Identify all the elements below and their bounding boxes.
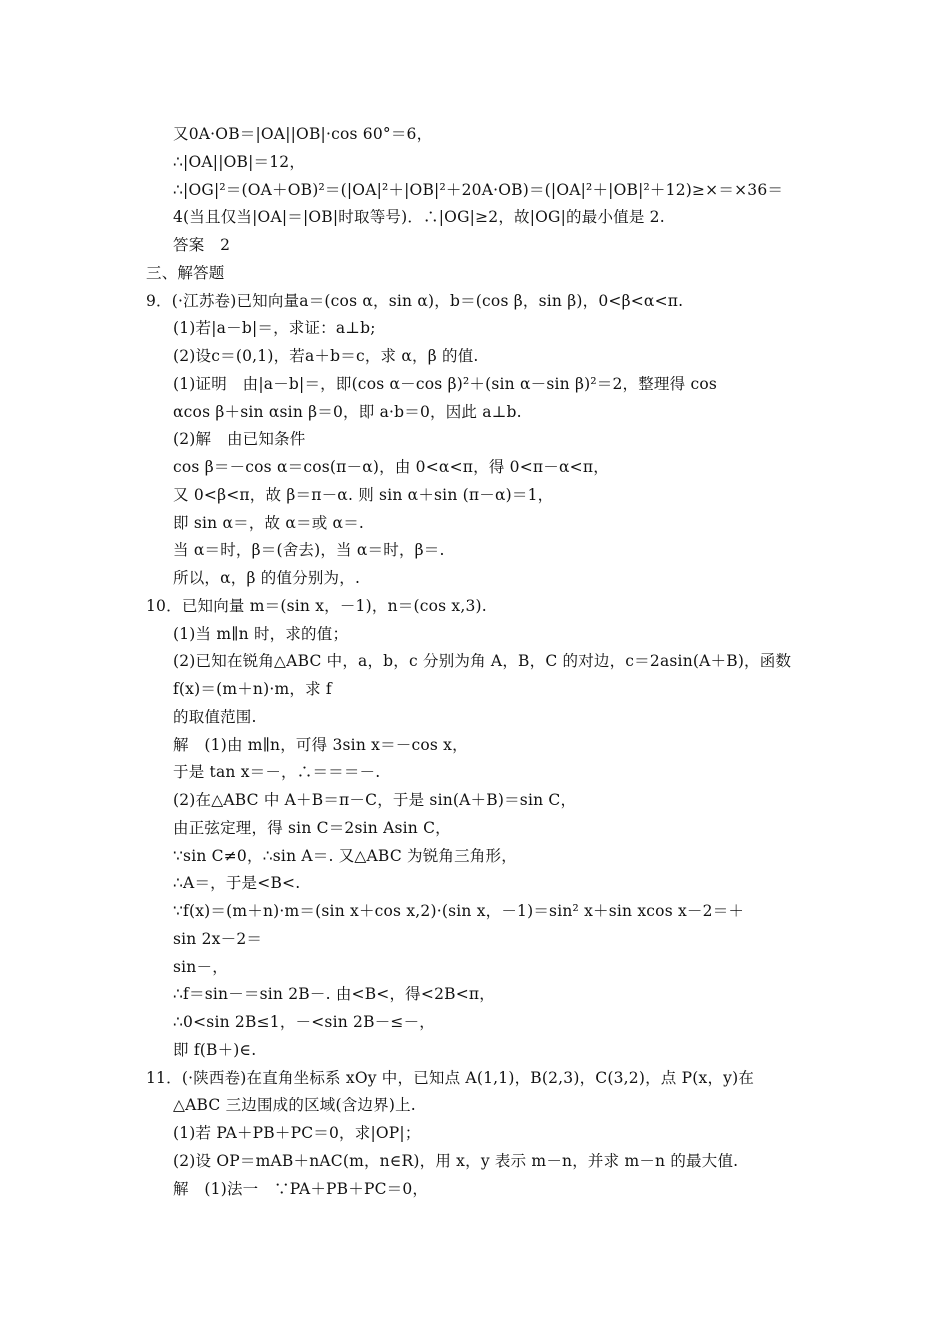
text-line: 即 sin α＝，故 α＝或 α＝.	[173, 514, 365, 532]
text-line: 当 α＝时，β＝(舍去)，当 α＝时，β＝.	[173, 541, 445, 559]
text-line: sin 2x－2＝	[173, 930, 263, 948]
text-line: (1)若|a－b|＝，求证：a⊥b;	[173, 319, 376, 337]
text-line: 解 (1)由 m∥n，可得 3sin x＝－cos x，	[173, 736, 468, 754]
text-line: (2)设 OP＝mAB＋nAC(m，n∈R)，用 x，y 表示 m－n，并求 m－n 的最大值.	[173, 1152, 739, 1170]
text-line: ∴A＝，于是<B<.	[173, 874, 301, 892]
text-line: (2)解 由已知条件	[173, 430, 306, 448]
text-line: (2)设c＝(0,1)，若a＋b＝c，求 α，β 的值.	[173, 347, 479, 365]
text-line: ∴f＝sin－＝sin 2B－. 由<B<，得<2B<π，	[173, 985, 495, 1003]
text-line: (2)在△ABC 中 A＋B＝π－C，于是 sin(A＋B)＝sin C，	[173, 791, 577, 809]
text-line: ∴|OA||OB|＝12，	[173, 153, 306, 171]
text-line: △ABC 三边围成的区域(含边界)上.	[173, 1096, 416, 1114]
text-line: cos β＝－cos α＝cos(π－α)，由 0<α<π，得 0<π－α<π，	[173, 458, 609, 476]
text-line: αcos β＋sin αsin β＝0，即 a·b＝0，因此 a⊥b.	[173, 403, 522, 421]
text-line: ∵f(x)＝(m＋n)·m＝(sin x＋cos x,2)·(sin x，－1)＝sin² x＋sin xcos x－2＝＋	[173, 902, 745, 920]
text-line: 10．已知向量 m＝(sin x，－1)，n＝(cos x,3).	[146, 597, 487, 615]
text-line: 于是 tan x＝－，∴＝＝＝－.	[173, 763, 381, 781]
text-line: 11．(·陕西卷)在直角坐标系 xOy 中，已知点 A(1,1)，B(2,3)，C(3,2)，点 P(x，y)在	[146, 1069, 755, 1087]
text-line: 的取值范围.	[173, 708, 257, 726]
text-line: 由正弦定理，得 sin C＝2sin Asin C，	[173, 819, 451, 837]
text-line: f(x)＝(m＋n)·m，求 f	[173, 680, 332, 698]
text-line: sin－，	[173, 958, 228, 976]
text-line: 又 0<β<π，故 β＝π－α. 则 sin α＋sin (π－α)＝1，	[173, 486, 554, 504]
text-line: (1)当 m∥n 时，求的值；	[173, 625, 349, 643]
text-line: (1)若 PA＋PB＋PC＝0，求|OP|；	[173, 1124, 421, 1142]
text-line: 所以，α，β 的值分别为，.	[173, 569, 361, 587]
text-line: 9．(·江苏卷)已知向量a＝(cos α，sin α)，b＝(cos β，sin β)，0<β<α<π.	[146, 292, 684, 310]
text-line: 答案 2	[173, 236, 231, 254]
text-line: 4(当且仅当|OA|＝|OB|时取等号)．∴|OG|≥2，故|OG|的最小值是 2.	[173, 208, 665, 226]
text-line: (1)证明 由|a－b|＝，即(cos α－cos β)²＋(sin α－sin β)²＝2，整理得 cos	[173, 375, 718, 393]
text-line: ∴0<sin 2B≤1，－<sin 2B－≤－，	[173, 1013, 435, 1031]
text-line: 解 (1)法一 ∵PA＋PB＋PC＝0，	[173, 1180, 429, 1198]
text-line: ∵sin C≠0，∴sin A＝. 又△ABC 为锐角三角形，	[173, 847, 517, 865]
text-line: 又0A·OB＝|OA||OB|·cos 60°＝6，	[173, 125, 433, 143]
text-line: 即 f(B＋)∈.	[173, 1041, 257, 1059]
text-line: ∴|OG|²＝(OA＋OB)²＝(|OA|²＋|OB|²＋20A·OB)＝(|OA|²＋|OB|²＋12)≥×＝×36＝	[173, 181, 784, 199]
text-line: (2)已知在锐角△ABC 中，a，b，c 分别为角 A，B，C 的对边，c＝2asin(A＋B)，函数	[173, 652, 792, 670]
text-line: 三、解答题	[146, 264, 225, 282]
